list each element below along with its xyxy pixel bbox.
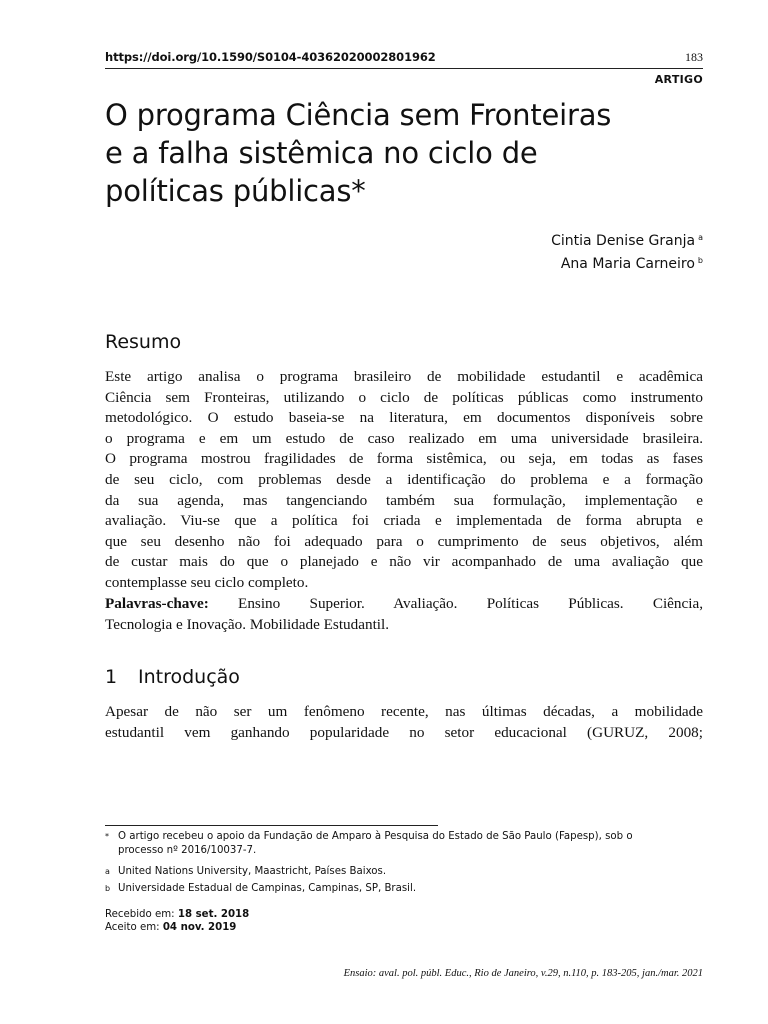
body-line: Apesar de não ser um fenômeno recente, nas últimas décadas, a mobilidade	[105, 703, 703, 720]
abstract-line: de seu ciclo, com problemas desde a identificação do problema e a formação	[105, 470, 703, 488]
author-list	[551, 228, 703, 274]
abstract-body	[105, 367, 703, 594]
abstract-heading: Resumo	[105, 331, 182, 353]
article-page	[105, 0, 703, 1024]
article-title	[105, 96, 703, 210]
author-name: Ana Maria Carneiro	[560, 256, 695, 272]
abstract-line: metodológico. O estudo baseia-se na literatura, em documentos disponíveis sobre	[105, 409, 703, 427]
footnote-mark: a	[105, 867, 110, 876]
footnote-text: Universidade Estadual de Campinas, Campinas, SP, Brasil.	[118, 883, 417, 894]
keywords-text: Ensino Superior. Avaliação. Políticas Públicas. Ciência,	[238, 595, 703, 612]
author-name: Cintia Denise Granja	[551, 233, 696, 249]
abstract-line: avaliação. Viu-se que a política foi criada e implementada de forma abrupta e	[105, 512, 703, 530]
abstract-line: O programa mostrou fragilidades de forma sistêmica, ou seja, em todas as fases	[105, 450, 703, 468]
footnotes	[105, 830, 703, 896]
section-number: 1	[105, 666, 118, 688]
page-number: 183	[685, 50, 703, 64]
footnote-divider	[105, 825, 438, 826]
body-line: estudantil vem ganhando popularidade no setor educacional (GURUZ, 2008;	[105, 723, 703, 741]
keywords-line: Tecnologia e Inovação. Mobilidade Estudantil.	[105, 615, 390, 633]
introduction-heading	[105, 666, 240, 688]
journal-citation: Ensaio: aval. pol. públ. Educ., Rio de Janeiro, v.29, n.110, p. 183-205, jan./mar. 2021	[343, 968, 703, 979]
footnote	[105, 882, 703, 896]
accepted-date	[105, 921, 249, 934]
footnote-text: United Nations University, Maastricht, Países Baixos.	[118, 866, 387, 877]
author-entry	[551, 228, 703, 251]
footnote-mark: b	[105, 884, 111, 893]
footnote-mark: *	[105, 832, 109, 841]
footnote-text: processo nº 2016/10037-7.	[118, 845, 257, 856]
abstract-line: o programa e em um estudo de caso realizado em uma universidade brasileira.	[105, 429, 703, 447]
abstract-line: Este artigo analisa o programa brasileiro de mobilidade estudantil e acadêmica	[105, 368, 703, 385]
section-tag: ARTIGO	[654, 73, 703, 86]
title-line: políticas públicas*	[105, 174, 366, 208]
abstract-line: contemplasse seu ciclo completo.	[105, 573, 309, 591]
title-line: O programa Ciência sem Fronteiras	[105, 98, 612, 132]
received-date	[105, 908, 249, 921]
keywords	[105, 594, 703, 635]
footnote-text: O artigo recebeu o apoio da Fundação de Amparo à Pesquisa do Estado de São Paulo (Fapesp), sob o	[118, 831, 633, 842]
accepted-value: 04 nov. 2019	[162, 922, 237, 933]
footnote	[105, 865, 703, 879]
title-line: e a falha sistêmica no ciclo de	[105, 136, 538, 170]
doi-link[interactable]: https://doi.org/10.1590/S0104-40362020002801962	[105, 50, 436, 64]
accepted-label: Aceito em:	[105, 922, 160, 933]
author-affiliation-mark: a	[698, 233, 703, 242]
abstract-line: da sua agenda, mas tangenciando também sua formulação, implementação e	[105, 491, 703, 509]
received-label: Recebido em:	[105, 909, 175, 920]
abstract-line: Ciência sem Fronteiras, utilizando o ciclo de políticas públicas como instrumento	[105, 388, 703, 406]
footnote	[105, 830, 703, 858]
submission-dates	[105, 908, 249, 934]
introduction-body	[105, 702, 703, 743]
keywords-label: Palavras-chave:	[105, 595, 209, 612]
author-affiliation-mark: b	[697, 256, 703, 265]
abstract-line: de custar mais do que o planejado e não vir acompanhado de uma avaliação que	[105, 553, 703, 571]
running-header	[105, 50, 703, 69]
abstract-line: que seu desenho não foi adequado para o cumprimento de seus objetivos, além	[105, 532, 703, 550]
author-entry	[551, 251, 703, 274]
received-value: 18 set. 2018	[177, 909, 250, 920]
section-title: Introdução	[138, 666, 240, 688]
keywords-line	[105, 594, 703, 615]
